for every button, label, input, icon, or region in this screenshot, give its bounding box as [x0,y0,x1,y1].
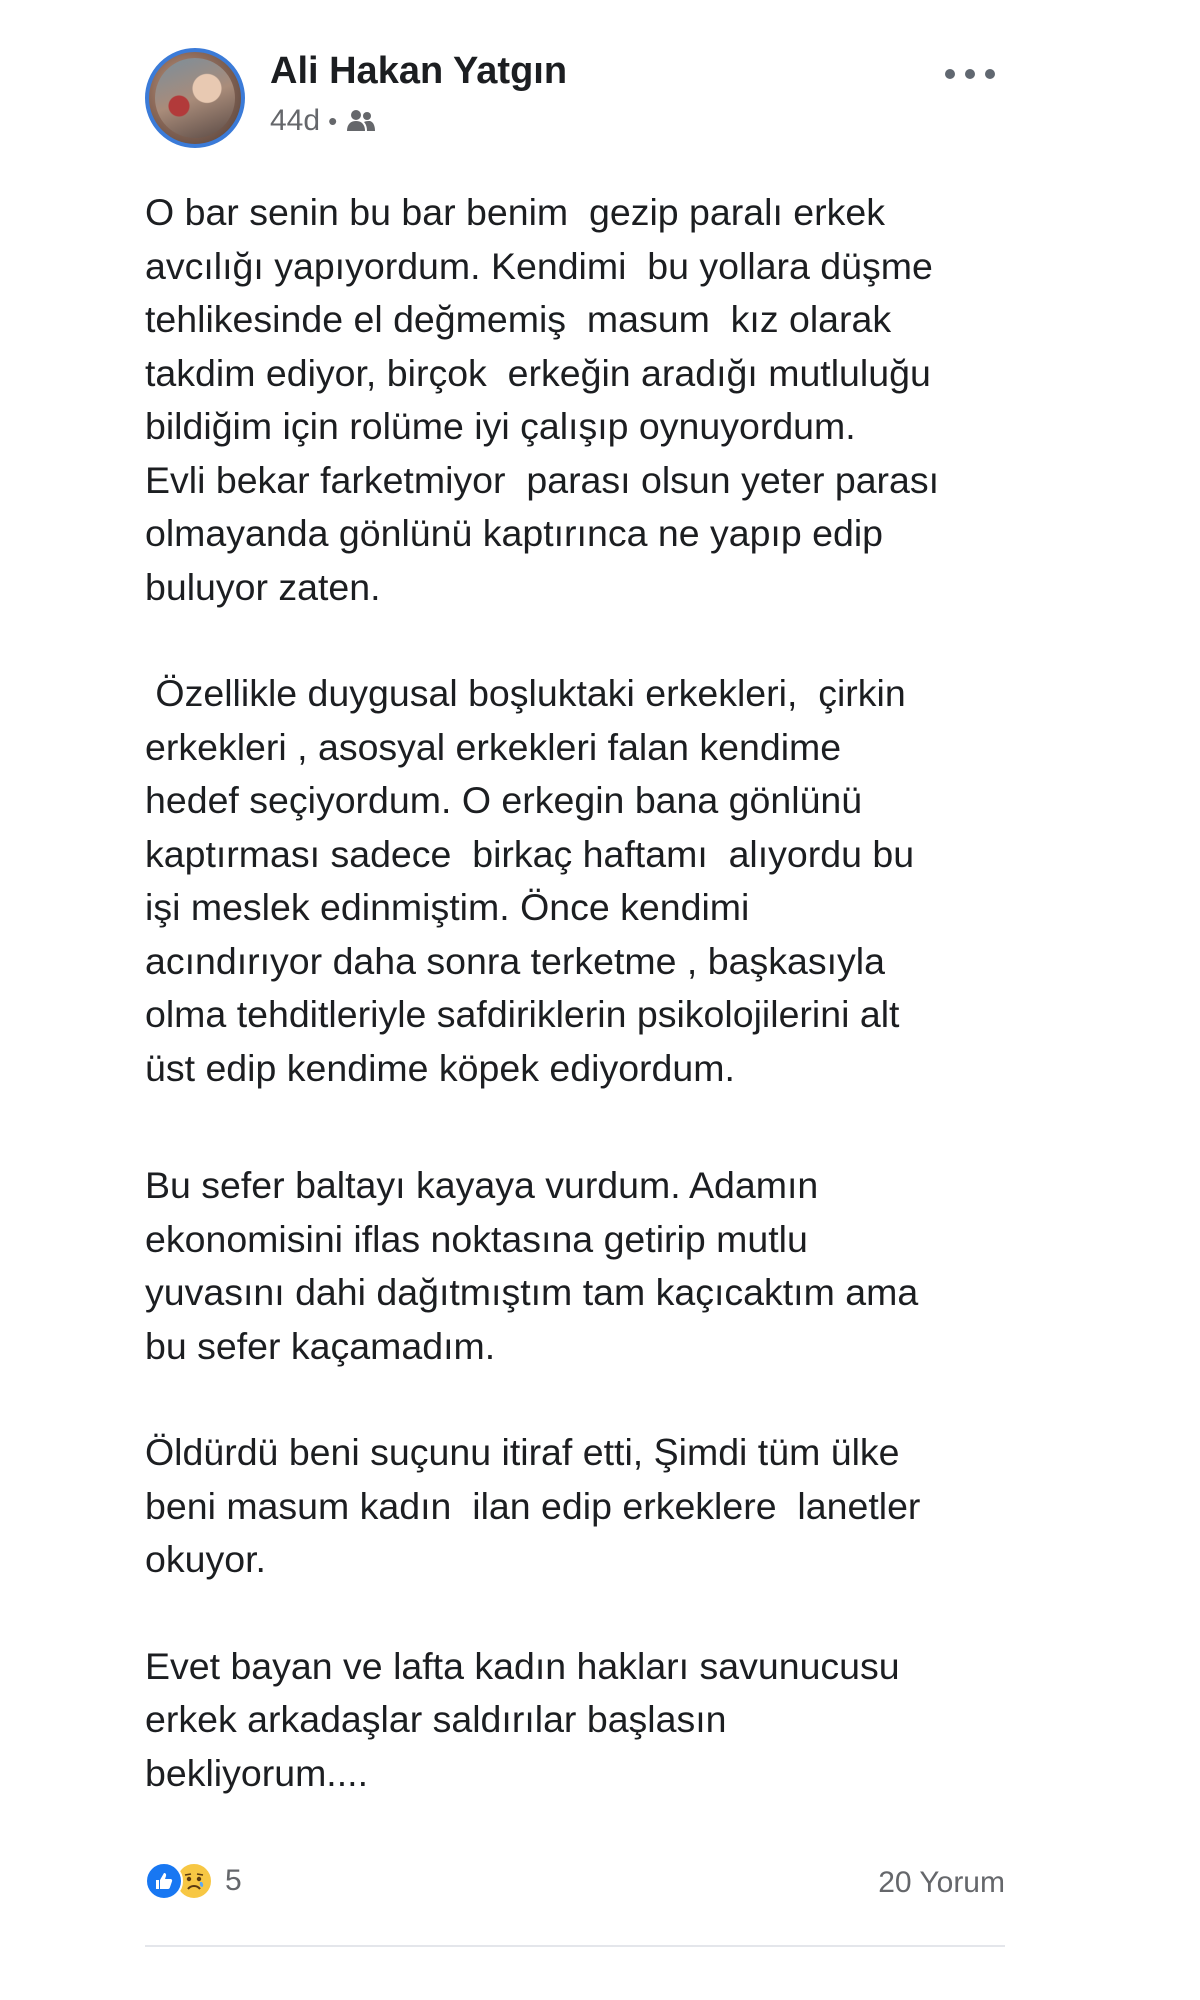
post-footer [145,1858,1005,1918]
post-paragraph: Bu sefer baltayı kayaya vurdum. Adamın ekonomisini iflas noktasına getirip mutlu yuvasını dahi dağıtmıştım tam kaçıcaktım ama bu sefer kaçamadım. [145,1164,919,1367]
avatar-photo [155,58,235,138]
post-timestamp[interactable]: 44d [270,104,321,137]
post-paragraph: Öldürdü beni suçunu itiraf etti, Şimdi tüm ülke beni masum kadın ilan edip erkeklere lanetler okuyor. [145,1431,921,1580]
author-name[interactable]: Ali Hakan Yatgın [270,50,568,92]
post-text [145,186,1045,1800]
post-header [145,48,1005,158]
more-horizontal-icon [965,69,975,79]
more-options-button[interactable] [945,62,995,86]
more-horizontal-icon [985,69,995,79]
footer-divider [145,1945,1005,1947]
comments-count-link[interactable]: 20 Yorum [878,1866,1005,1899]
post-paragraph: Evet bayan ve lafta kadın hakları savunucusu erkek arkadaşlar saldırılar başlasın bekliyorum.... [145,1644,900,1794]
friends-icon [345,107,377,135]
like-icon [145,1862,183,1900]
meta-separator: • [328,105,338,136]
reaction-summary[interactable] [145,1862,242,1900]
avatar[interactable] [145,48,245,148]
post-paragraph: O bar senin bu bar benim gezip paralı erkek avcılığı yapıyordum. Kendimi bu yollara düşme tehlikesinde el değmemiş masum kız olarak takdim ediyor, birçok erkeğin aradığı mutluluğu bildiğim için rolüme iyi çalışıp oynuyordum. Evli bekar farketmiyor parası olsun yeter parası olmayanda gönlünü kaptırınca ne yapıp edip buluyor zaten. [145,191,940,608]
more-horizontal-icon [945,69,955,79]
post-paragraph: Özellikle duygusal boşluktaki erkekleri, çirkin erkekleri , asosyal erkekleri falan kendime hedef seçiyordum. O erkegin bana gönlünü kaptırması sadece birkaç haftamı alıyordu bu işi meslek edinmiştim. Önce kendimi acındırıyor daha sonra terketme , başkasıyla olma tehditleriyle safdiriklerin psikolojilerini alt üst edip kendime köpek ediyordum. [145,672,915,1089]
reaction-count: 5 [225,1864,242,1897]
post-meta [270,104,377,138]
